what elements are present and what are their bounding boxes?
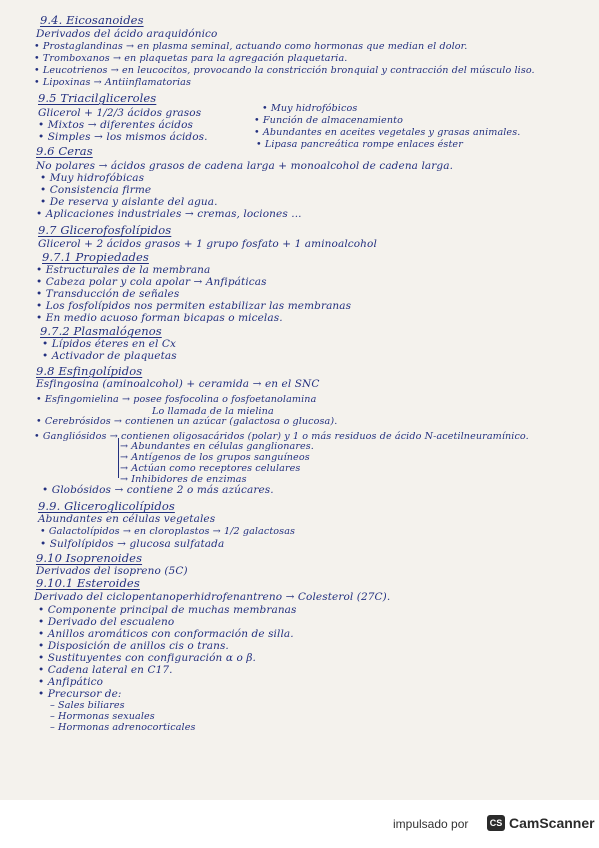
note-line: • Los fosfolípidos nos permiten estabilizar las membranas	[36, 300, 352, 312]
note-line: • Disposición de anillos cis o trans.	[38, 640, 229, 652]
note-line: • Componente principal de muchas membranas	[38, 604, 297, 616]
note-line: Esfingosina (aminoalcohol) + ceramida → en el SNC	[36, 378, 320, 390]
note-line: • Galactolípidos → en cloroplastos → 1/2 galactosas	[40, 526, 296, 537]
note-line: Abundantes en células vegetales	[38, 513, 216, 525]
note-line: – Sales biliares	[50, 700, 125, 711]
note-line: No polares → ácidos grasos de cadena larga + monoalcohol de cadena larga.	[36, 160, 454, 172]
bracket-line	[118, 438, 119, 478]
note-line: • Aplicaciones industriales → cremas, lociones ...	[36, 208, 302, 220]
section-heading: 9.5 Triacilgliceroles	[38, 91, 157, 105]
note-line: • Gangliósidos → contienen oligosacáridos (polar) y 1 o más residuos de ácido N-acetilneuramínico.	[34, 431, 529, 442]
note-line: • Anfipático	[38, 676, 104, 688]
note-line: Derivados del ácido araquidónico	[36, 28, 218, 40]
note-line: • Muy hidrofóbicos	[262, 103, 358, 114]
note-line: • Transducción de señales	[36, 288, 180, 300]
note-line: • Sulfolípidos → glucosa sulfatada	[40, 538, 225, 550]
subsection-heading: 9.7.1 Propiedades	[42, 250, 149, 264]
note-line: • Leucotrienos → en leucocitos, provocando la constricción bronquial y contracción del músculo liso.	[34, 65, 535, 76]
section-heading: 9.10 Isoprenoides	[36, 551, 143, 565]
note-line: • Abundantes en aceites vegetales y grasas animales.	[254, 127, 521, 138]
note-line: • Cerebrósidos → contienen un azúcar (galactosa o glucosa).	[36, 416, 338, 427]
note-line: • Precursor de:	[38, 688, 122, 700]
note-line: – Hormonas sexuales	[50, 711, 155, 722]
note-line: → Actúan como receptores celulares	[120, 463, 301, 474]
note-line: → Inhibidores de enzimas	[120, 474, 247, 485]
camscanner-logo-icon: CS	[487, 815, 505, 831]
note-line: • Tromboxanos → en plaquetas para la agregación plaquetaria.	[34, 53, 348, 64]
subsection-heading: 9.7.2 Plasmalógenos	[40, 324, 162, 338]
note-line: • Muy hidrofóbicas	[40, 172, 145, 184]
footer-label: impulsado por	[393, 817, 469, 831]
note-line: • Consistencia firme	[40, 184, 152, 196]
note-line: Glicerol + 1/2/3 ácidos grasos	[38, 107, 202, 119]
note-line: • Prostaglandinas → en plasma seminal, actuando como hormonas que median el dolor.	[34, 41, 468, 52]
note-line: • Estructurales de la membrana	[36, 264, 211, 276]
note-line: Glicerol + 2 ácidos grasos + 1 grupo fosfato + 1 aminoalcohol	[38, 238, 377, 250]
note-line: • En medio acuoso forman bicapas o micelas.	[36, 312, 283, 324]
note-line: • Cadena lateral en C17.	[38, 664, 173, 676]
section-heading: 9.4. Eicosanoides	[40, 13, 144, 27]
note-line: • Globósidos → contiene 2 o más azúcares.	[42, 484, 274, 496]
note-line: • Lipasa pancreática rompe enlaces éster	[256, 139, 463, 150]
note-line: → Antígenos de los grupos sanguíneos	[120, 452, 310, 463]
note-line: • Anillos aromáticos con conformación de silla.	[38, 628, 294, 640]
note-line: • Sustituyentes con configuración α o β.	[38, 652, 256, 664]
note-line: → Abundantes en células ganglionares.	[120, 441, 314, 452]
note-line: Derivados del isopreno (5C)	[36, 565, 188, 577]
note-line: • Mixtos → diferentes ácidos	[38, 119, 194, 131]
subsection-heading: 9.10.1 Esteroides	[36, 576, 140, 590]
note-line: • Lipoxinas → Antiinflamatorias	[34, 77, 191, 88]
note-line: • Activador de plaquetas	[42, 350, 177, 362]
note-line: • Lípidos éteres en el Cx	[42, 338, 176, 350]
note-line: Lo llamada de la mielina	[152, 406, 274, 417]
note-line: • Simples → los mismos ácidos.	[38, 131, 208, 143]
note-line: Derivado del ciclopentanoperhidrofenantreno → Colesterol (27C).	[34, 591, 391, 603]
note-line: • De reserva y aislante del agua.	[40, 196, 218, 208]
section-heading: 9.6 Ceras	[36, 144, 93, 158]
note-line: – Hormonas adrenocorticales	[50, 722, 196, 733]
note-line: • Función de almacenamiento	[254, 115, 403, 126]
camscanner-brand: CamScanner	[509, 815, 595, 831]
section-heading: 9.7 Glicerofosfolípidos	[38, 223, 172, 237]
note-line: • Esfingomielina → posee fosfocolina o fosfoetanolamina	[36, 394, 317, 405]
note-line: • Derivado del escualeno	[38, 616, 175, 628]
section-heading: 9.8 Esfingolípidos	[36, 364, 143, 378]
note-line: • Cabeza polar y cola apolar → Anfipáticas	[36, 276, 267, 288]
section-heading: 9.9. Gliceroglicolípidos	[38, 499, 175, 513]
